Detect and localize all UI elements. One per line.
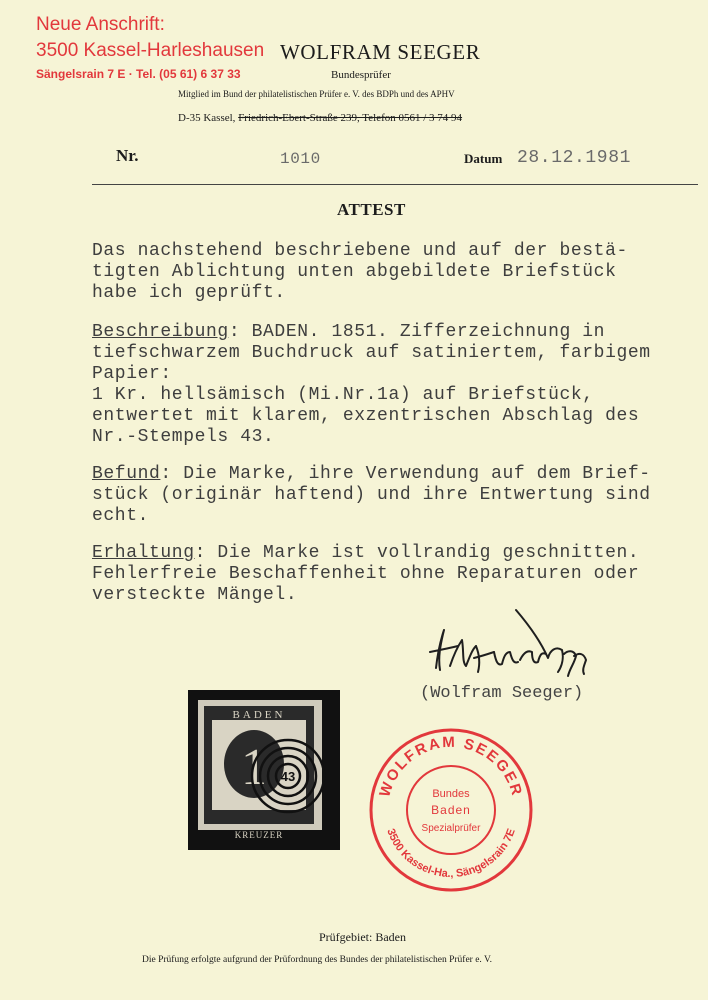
stamp-numeral: 1 [241,739,267,796]
beschreibung-line: Nr.-Stempels 43. [92,427,275,447]
intro-line: Das nachstehend beschriebene und auf der bestä- [92,241,628,261]
seal-top-text: WOLFRAM SEEGER [376,733,526,799]
attest-title: ATTEST [337,200,406,219]
befund-line: echt. [92,506,150,526]
seal-center-line: Bundes [432,788,470,800]
new-address-heading: Neue Anschrift: [36,14,165,35]
erhaltung-text: : Die Marke ist vollrandig geschnitten. [194,543,640,563]
seal-center-line: Spezialprüfer [421,823,481,834]
erhaltung-line [92,543,639,564]
beschreibung-line [92,322,605,343]
stamp-photo [188,690,340,850]
erhaltung-line: versteckte Mängel. [92,585,298,605]
intro-line: habe ich geprüft. [92,283,286,303]
beschreibung-line: tiefschwarzem Buchdruck auf satiniertem, farbigem [92,343,651,363]
beschreibung-line: Papier: [92,364,172,384]
examiner-title: Bundesprüfer [331,69,391,81]
erhaltung-label: Erhaltung [92,543,195,563]
new-address-city: 3500 Kassel-Harleshausen [36,40,265,61]
erhaltung-line: Fehlerfreie Beschaffenheit ohne Reparaturen oder [92,564,640,584]
seal-bottom-text: 3500 Kassel-Ha., Sängelsrain 7E [384,827,518,881]
cancel-number: 43 [280,769,296,784]
nr-label: Nr. [116,146,139,165]
typed-signature-name: (Wolfram Seeger) [420,684,584,703]
old-address [178,112,462,124]
nr-value: 1010 [280,150,321,168]
divider [92,184,698,185]
befund-line [92,464,651,485]
new-address-street-phone: Sängelsrain 7 E · Tel. (05 61) 6 37 33 [36,67,241,81]
examiner-name: WOLFRAM SEEGER [280,40,481,64]
befund-text: : Die Marke, ihre Verwendung auf dem Brief- [160,464,651,484]
intro-line: tigten Ablichtung unten abgebildete Briefstück [92,262,617,282]
old-address-prefix: D-35 Kassel, [178,112,239,124]
beschreibung-text: : BADEN. 1851. Zifferzeichnung in [228,322,606,342]
seal-center-line: Baden [431,803,471,817]
stamp-top-text: BADEN [232,709,286,721]
membership-line: Mitglied im Bund der philatelistischen Prüfer e. V. des BDPh und des APHV [178,89,455,99]
signature-image [424,606,624,686]
datum-value: 28.12.1981 [517,148,632,168]
beschreibung-line: entwertet mit klarem, exzentrischen Abschlag des [92,406,640,426]
stamp-bottom-text: KREUZER [234,830,284,840]
old-address-struck: Friedrich-Ebert-Straße 239, Telefon 0561 / 3 74 94 [238,112,463,124]
datum-label: Datum [464,151,503,166]
footer-note: Die Prüfung erfolgte aufgrund der Prüfordnung des Bundes der philatelistischen Prüfer e. V. [142,955,493,965]
examiner-seal [366,725,536,895]
befund-line: stück (originär haftend) und ihre Entwertung sind [92,485,651,505]
befund-label: Befund [92,464,161,484]
beschreibung-label: Beschreibung [92,322,229,342]
pruefgebiet: Prüfgebiet: Baden [319,930,406,944]
beschreibung-line: 1 Kr. hellsämisch (Mi.Nr.1a) auf Briefstück, [92,385,594,405]
